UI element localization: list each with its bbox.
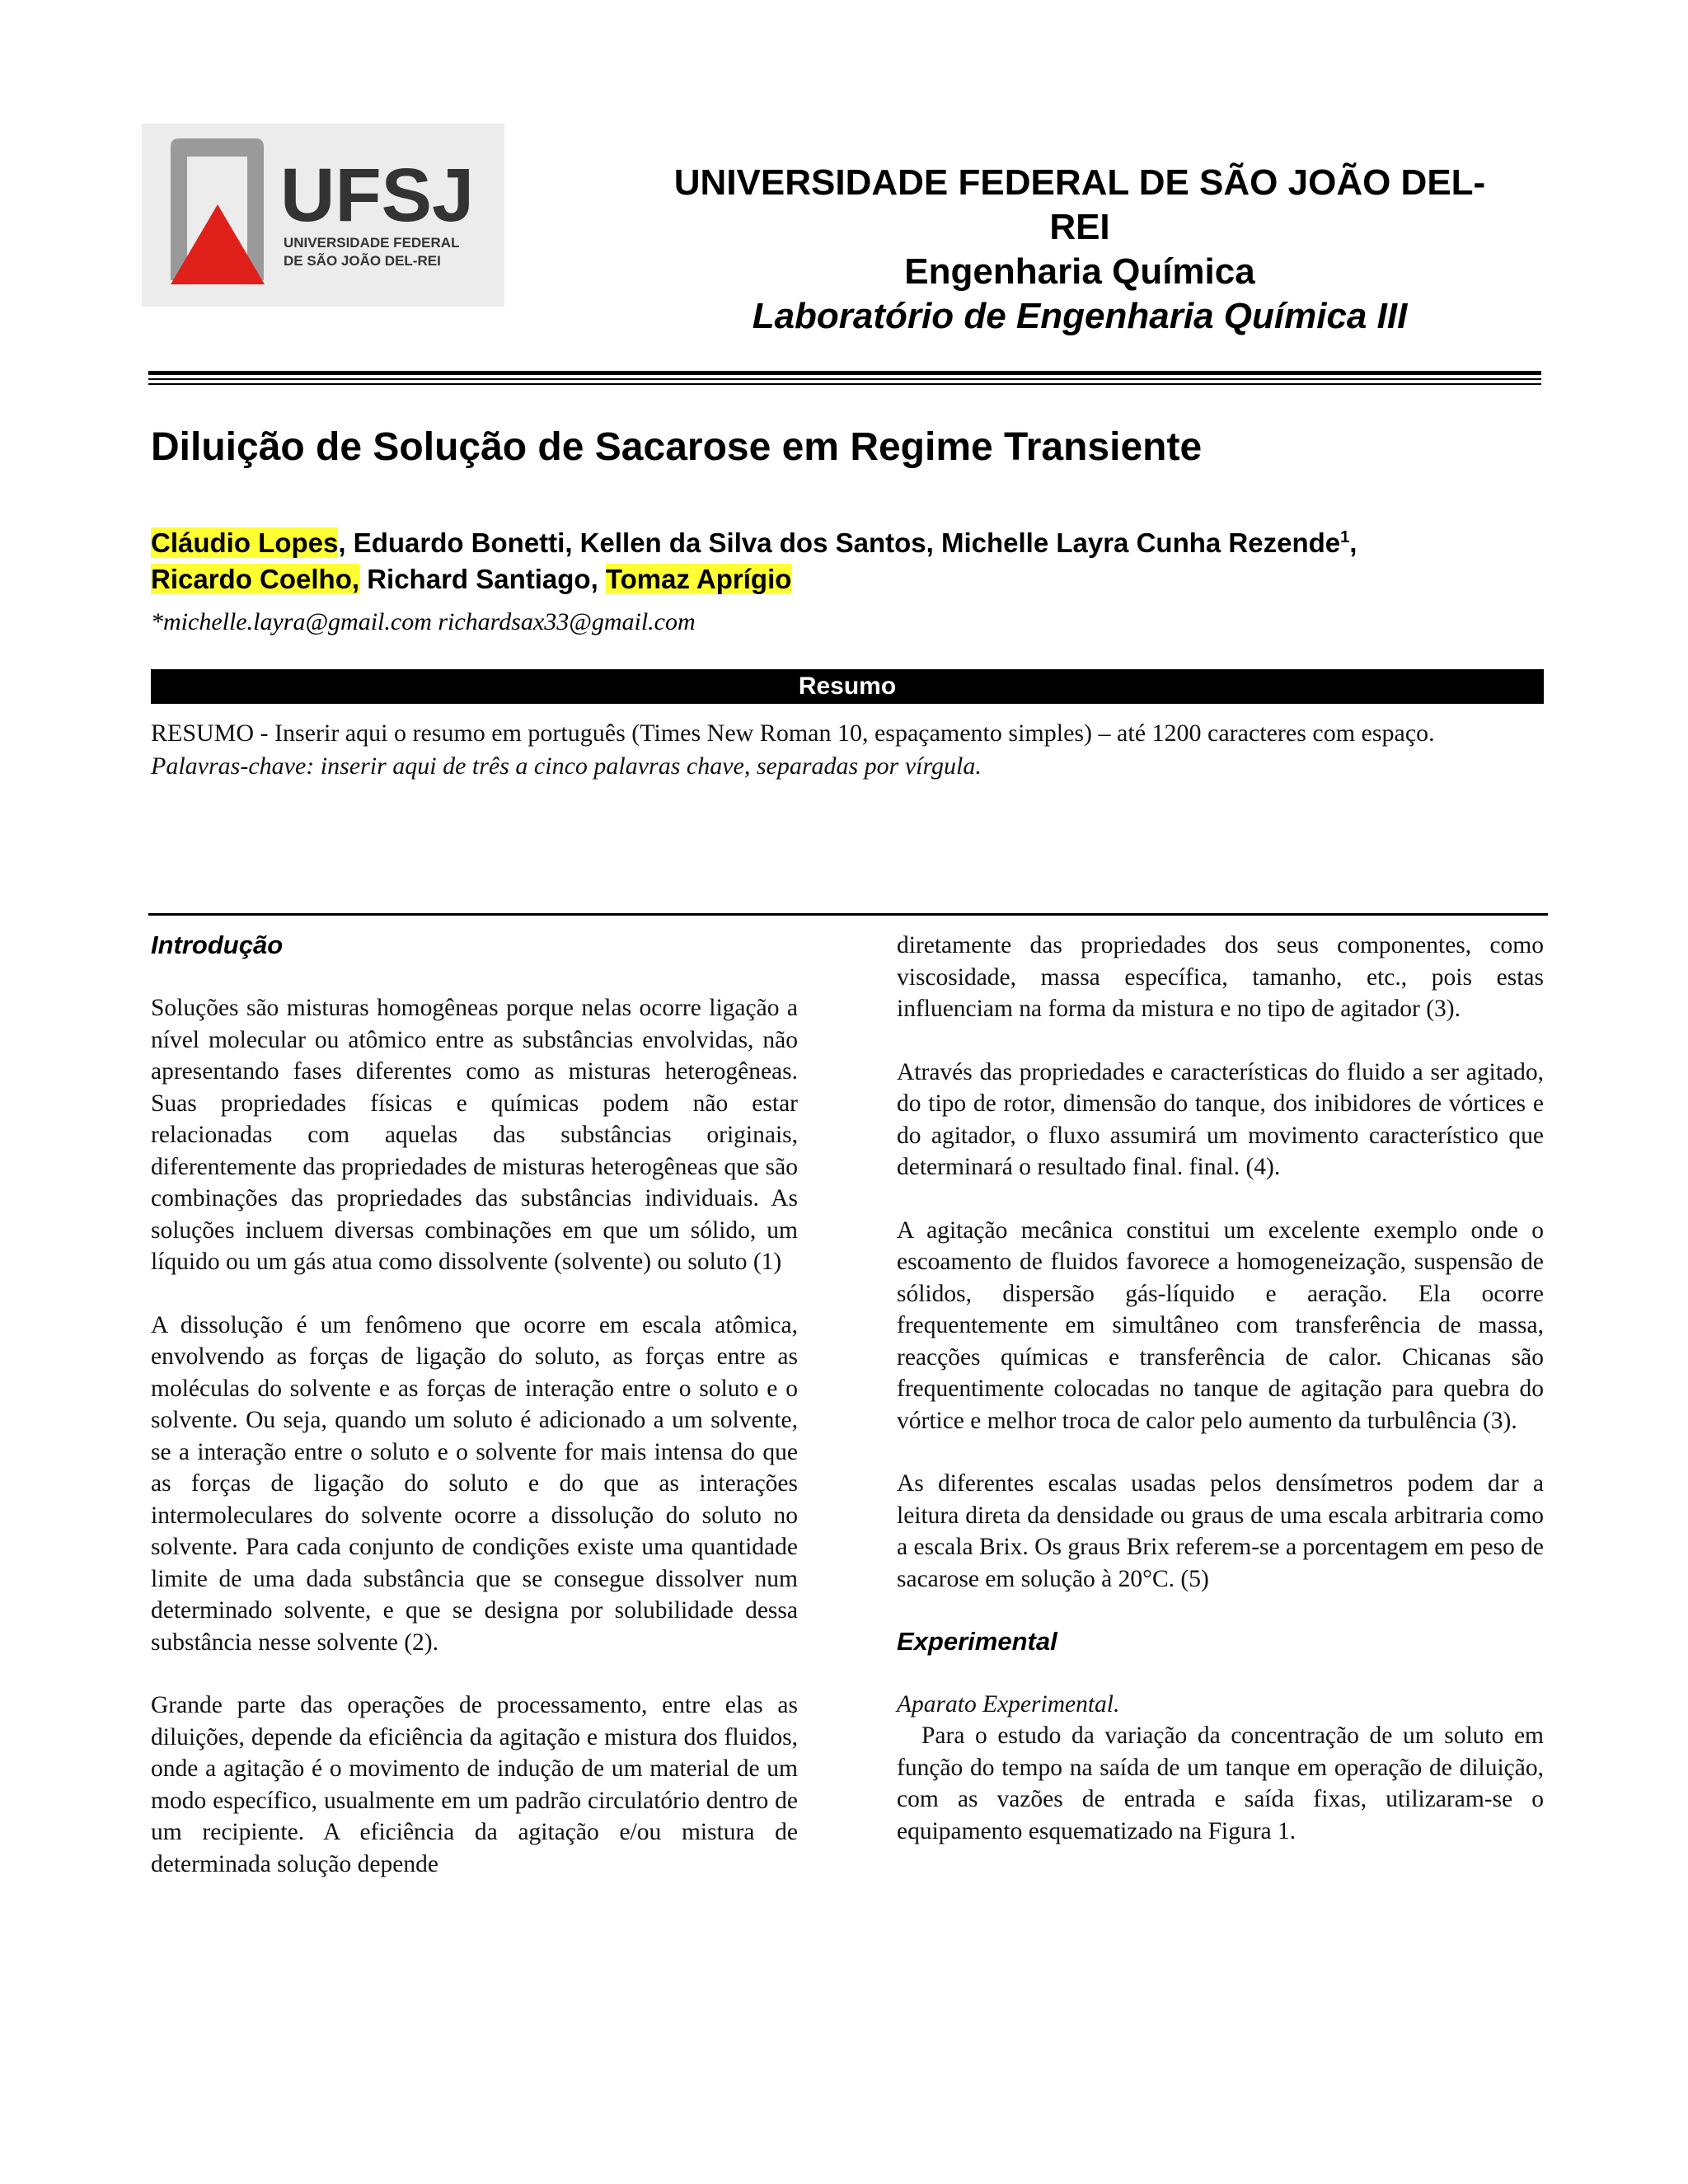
author-highlighted: Ricardo Coelho, — [151, 564, 360, 594]
header-university-line1: UNIVERSIDADE FEDERAL DE SÃO JOÃO DEL- — [673, 162, 1486, 203]
logo-ufsj-text: UFSJ — [280, 153, 475, 237]
header-rule — [148, 371, 1541, 388]
author-highlighted: Tomaz Aprígio — [605, 564, 792, 594]
rule-line — [148, 383, 1541, 385]
section-separator — [148, 913, 1548, 916]
author-text: Richard Santiago, — [359, 564, 606, 594]
paragraph: Soluções são misturas homogêneas porque nelas ocorre ligação a nível molecular ou atômico entre as substâncias envolvidas, não apresentando fases diferentes como as misturas heterogêneas. Suas propriedades físicas e químicas podem não estar relacionadas com aquelas das substâncias originais, diferentemente das propriedades de misturas heterogêneas que são combinações das propriedades das substâncias individuais. As soluções incluem diversas combinações em que um sólido, um líquido ou um gás atua como dissolvente (solvente) ou soluto (1) — [151, 995, 798, 1275]
abstract-keywords: Palavras-chave: inserir aqui de três a cinco palavras chave, separadas por vírgula. — [151, 752, 982, 780]
ufsj-logo — [142, 124, 504, 307]
section-heading-experimental: Experimental — [897, 1627, 1057, 1656]
author-text: , Eduardo Bonetti, Kellen da Silva dos Santos, Michelle Layra Cunha Rezende — [338, 527, 1341, 558]
header-course: Engenharia Química — [904, 251, 1255, 292]
author-list — [151, 519, 1552, 598]
abstract — [151, 717, 1544, 783]
author-highlighted: Cláudio Lopes — [151, 527, 339, 558]
resumo-bar: Resumo — [151, 669, 1544, 704]
paragraph: diretamente das propriedades dos seus componentes, como viscosidade, massa específica, tamanho, etc., pois estas influenciam na forma da mistura e no tipo de agitador (3). — [897, 932, 1544, 1022]
section-heading-introducao: Introdução — [151, 930, 284, 959]
subsection-heading: Aparato Experimental. — [897, 1691, 1120, 1718]
author-text: , — [1349, 527, 1357, 558]
page-header — [602, 161, 1558, 339]
rule-line — [148, 378, 1541, 380]
header-lab: Laboratório de Engenharia Química III — [752, 296, 1408, 336]
ufsj-logo-graphic — [142, 124, 504, 307]
logo-line1-text: UNIVERSIDADE FEDERAL — [284, 235, 460, 251]
author-superscript: 1 — [1340, 528, 1350, 546]
paper-title: Diluição de Solução de Sacarose em Regime Transiente — [151, 425, 1203, 469]
paragraph: Para o estudo da variação da concentração de um soluto em função do tempo na saída de um tanque em operação de diluição, com as vazões de entrada e saída fixas, utilizaram-se o equipamento esquematizado na Figura 1. — [897, 1722, 1544, 1844]
paragraph: A agitação mecânica constitui um excelente exemplo onde o escoamento de fluidos favorece a homogeneização, suspensão de sólidos, dispersão gás-líquido e aeração. Ela ocorre frequentemente em simultâneo com transferência de massa, reacções químicas e transferência de calor. Chicanas são frequentimente colocadas no tanque de agitação para quebra do vórtice e melhor troca de calor pelo aumento da turbulência (3). — [897, 1216, 1544, 1434]
left-column — [151, 930, 798, 1880]
logo-line2-text: DE SÃO JOÃO DEL-REI — [284, 253, 441, 269]
author-emails: *michelle.layra@gmail.com richardsax33@gmail.com — [151, 608, 696, 635]
paragraph: Grande parte das operações de processamento, entre elas as diluições, depende da eficiência da agitação e mistura dos fluidos, onde a agitação é o movimento de indução de um material de um modo específico, usualmente em um padrão circulatório dentro de um recipiente. A eficiência da agitação e/ou mistura de determinada solução depende — [151, 1692, 798, 1877]
header-university-line2: REI — [1049, 207, 1110, 247]
paragraph: Através das propriedades e características do fluido a ser agitado, do tipo de rotor, dimensão do tanque, dos inibidores de vórtices e do agitador, o fluxo assumirá um movimento característico que determinará o resultado final. final. (4). — [897, 1058, 1544, 1180]
paragraph: A dissolução é um fenômeno que ocorre em escala atômica, envolvendo as forças de ligação do soluto, as forças entre as moléculas do solvente e as forças de interação entre o soluto e o solvente. Ou seja, quando um soluto é adicionado a um solvente, se a interação entre o soluto e o solvente for mais intensa do que as forças de ligação do soluto e do que as interações intermoleculares do solvente ocorre a dissolução do soluto no solvente. Para cada conjunto de condições existe uma quantidade limite de uma dada substância que se consegue dissolver num determinado solvente, e que se designa por solubilidade dessa substância nesse solvente (2). — [151, 1311, 798, 1656]
right-column — [897, 930, 1544, 1847]
abstract-text: RESUMO - Inserir aqui o resumo em português (Times New Roman 10, espaçamento simples) – até 1200 caracteres com espaço. — [151, 719, 1435, 747]
paragraph: As diferentes escalas usadas pelos densímetros podem dar a leitura direta da densidade ou graus de uma escala arbitraria como a escala Brix. Os graus Brix referem-se a porcentagem em peso de sacarose em solução à 20°C. (5) — [897, 1470, 1544, 1592]
rule-line — [148, 371, 1541, 375]
